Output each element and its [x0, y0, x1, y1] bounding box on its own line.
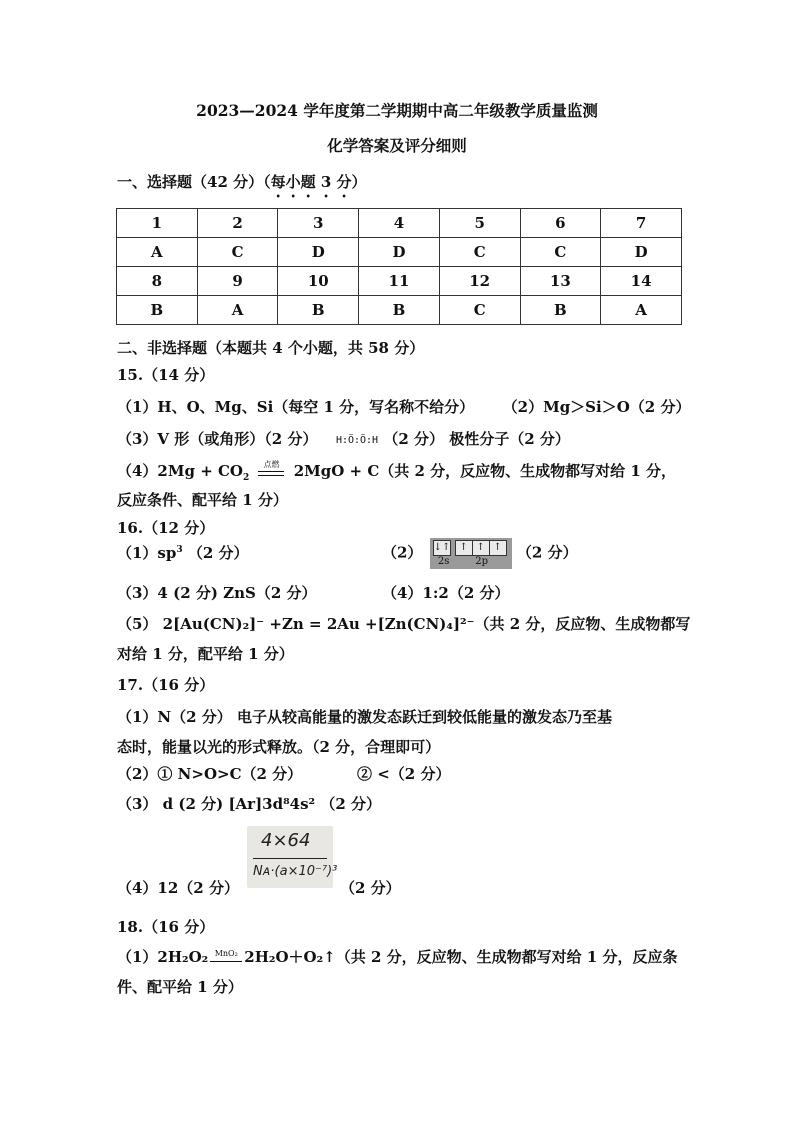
orbital-diagram: [430, 538, 512, 569]
q15-line1: [117, 396, 690, 417]
reaction-condition-mno2: [208, 949, 244, 962]
answer-table-cell: 13: [520, 267, 601, 296]
page-subtitle: 化学答案及评分细则: [327, 136, 467, 155]
answer-table-cell: 7: [601, 209, 682, 238]
q17-line3b: ② <（2 分）: [357, 765, 451, 783]
q15-part3: （3）V 形（或角形）（2 分）: [117, 430, 318, 448]
section1-heading-dotted: 每小题 3 分: [270, 173, 352, 191]
q15-title: 15.（14 分）: [117, 366, 215, 384]
reaction-condition: [254, 460, 288, 476]
q17-line1: （1）N（2 分） 电子从较高能量的激发态跃迁到较低能量的激发态乃至基: [117, 708, 613, 726]
answer-table-cell: 1: [117, 209, 198, 238]
q16-title: 16.（12 分）: [117, 519, 215, 537]
answer-table-row: [117, 267, 682, 296]
q18-line1: [117, 946, 677, 967]
q17-line2: 态时，能量以光的形式释放。（2 分，合理即可）: [117, 738, 441, 756]
orbital-2s: ↓↑: [433, 540, 451, 556]
q16-part1-score: （2 分）: [187, 544, 249, 562]
answer-table-cell: 4: [359, 209, 440, 238]
q15-part3-score: （2 分） 极性分子（2 分）: [383, 430, 570, 448]
answer-table-cell: D: [601, 238, 682, 267]
q15-part4-rhs: 2MgO + C（共 2 分，反应物、生成物都写对给 1 分，: [293, 462, 677, 480]
answer-table-cell: A: [601, 296, 682, 325]
handwritten-formula: [247, 826, 338, 888]
orbital-2p-2: ↑: [472, 540, 489, 556]
q16-part1-sup: 3: [176, 545, 183, 555]
orbital-2p-1: ↑: [455, 540, 472, 556]
q16-part2-score: （2 分）: [516, 543, 578, 562]
answer-table-row: [117, 238, 682, 267]
condition-mno2: MnO₂: [214, 949, 238, 958]
answer-table-row: [117, 209, 682, 238]
formula-numerator: 4×64: [261, 830, 311, 851]
q15-line2: [117, 428, 570, 449]
q15-part2: （2）Mg＞Si＞O（2 分）: [502, 398, 691, 416]
answer-table: [116, 208, 682, 325]
answer-table-cell: 8: [117, 267, 198, 296]
q18-part1-rhs: 2H₂O＋O₂↑（共 2 分，反应物、生成物都写对给 1 分，反应条: [244, 948, 678, 966]
page-title: 2023—2024 学年度第二学期期中高二年级教学质量监测: [196, 101, 598, 120]
q17-line4: （3） d (2 分) [Ar]3d⁸4s² （2 分）: [117, 795, 382, 813]
answer-table-cell: 11: [359, 267, 440, 296]
answer-table-cell: 9: [197, 267, 278, 296]
answer-table-cell: B: [359, 296, 440, 325]
q18-part1-lhs: （1）2H₂O₂: [117, 948, 209, 966]
section1-heading: [117, 171, 367, 201]
q15-part1: （1）H、O、Mg、Si（每空 1 分，写名称不给分）: [117, 398, 475, 416]
q17-line5b: （2 分）: [340, 879, 401, 897]
orbital-label-2s: 2s: [437, 556, 450, 567]
condition-label: 点燃: [263, 460, 280, 469]
orbital-2p-3: ↑: [489, 540, 507, 556]
section1-heading-pre: 一、选择题（42 分）（: [117, 173, 271, 191]
answer-table-cell: C: [197, 238, 278, 267]
answer-table-cell: 2: [197, 209, 278, 238]
q15-line4: 反应条件、配平给 1 分）: [117, 491, 288, 509]
answer-table-cell: D: [278, 238, 359, 267]
orbital-label-2p: 2p: [475, 556, 489, 567]
answer-table-cell: A: [197, 296, 278, 325]
answer-table-cell: 6: [520, 209, 601, 238]
answer-table-cell: 5: [439, 209, 520, 238]
q16-line1: [117, 542, 249, 563]
answer-table-cell: 10: [278, 267, 359, 296]
q16-line2b: （4）1:2（2 分）: [382, 584, 510, 602]
answer-table-cell: B: [278, 296, 359, 325]
q16-line4: 对给 1 分，配平给 1 分）: [117, 645, 294, 663]
q15-line3: $(4)2Mg + CO_2$ 点燃 2MgO + C（共 2 分，反应物、生成物都写对给 1 分，: [117, 460, 677, 483]
answer-table-cell: 12: [439, 267, 520, 296]
section1-heading-post: ）: [351, 173, 367, 191]
q17-line3: （2）① N>O>C（2 分）: [117, 765, 303, 783]
answer-table-cell: 3: [278, 209, 359, 238]
q15-part4-lhs: （4）2Mg + CO: [117, 462, 243, 480]
q16-part2: （2）: [382, 543, 423, 562]
q16-part1: （1）sp: [117, 544, 177, 562]
answer-table-cell: 14: [601, 267, 682, 296]
section2-heading: 二、非选择题（本题共 4 个小题，共 58 分）: [117, 339, 425, 357]
answer-table-cell: D: [359, 238, 440, 267]
q18-title: 18.（16 分）: [117, 918, 215, 936]
lewis-structure: H:Ö:Ö:H: [335, 434, 379, 446]
answer-table-cell: C: [439, 238, 520, 267]
answer-table-cell: C: [439, 296, 520, 325]
q17-title: 17.（16 分）: [117, 676, 215, 694]
answer-table-cell: B: [520, 296, 601, 325]
q17-line5: （4）12（2 分）: [117, 879, 239, 897]
q16-line1b: [382, 538, 578, 569]
answer-table-cell: A: [117, 238, 198, 267]
answer-table-cell: B: [117, 296, 198, 325]
formula-denominator: Nᴀ·(a×10⁻⁷)³: [253, 864, 338, 879]
answer-table-row: [117, 296, 682, 325]
q18-line2: 件、配平给 1 分）: [117, 978, 243, 996]
answer-table-cell: C: [520, 238, 601, 267]
q16-line2: （3）4 (2 分) ZnS（2 分）: [117, 584, 317, 602]
q16-line3: （5） 2[Au(CN)₂]⁻ +Zn = 2Au +[Zn(CN)₄]²⁻（共 2 分，反应物、生成物都写: [117, 615, 691, 633]
